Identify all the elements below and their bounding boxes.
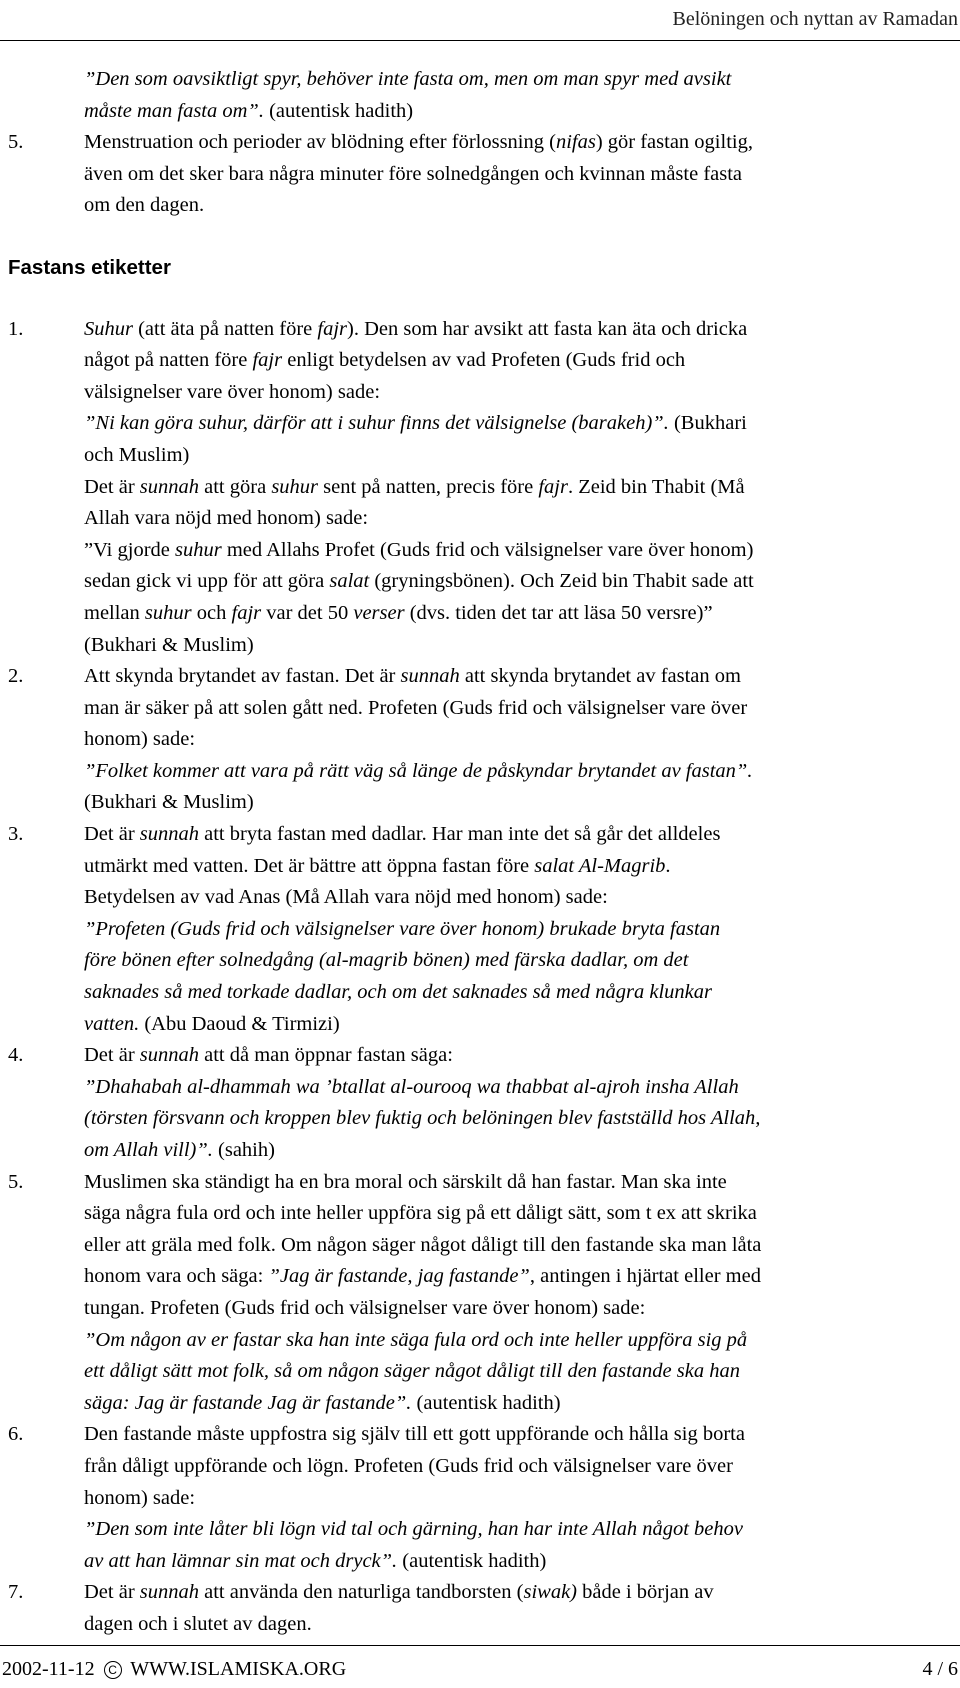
text-line — [84, 1198, 956, 1230]
italic-text: Suhur — [84, 317, 133, 340]
text-run: (sahih) — [212, 1139, 275, 1161]
list-item — [8, 819, 956, 1040]
text-run: (autentisk hadith) — [397, 1549, 547, 1572]
text-run: sent på natten, precis före — [318, 475, 539, 498]
text-run: enligt betydelsen av vad Profeten (Guds frid och — [282, 349, 686, 372]
text-run: något på natten före — [84, 349, 253, 372]
list-item-number: 2. — [8, 665, 24, 688]
list-item-number: 6. — [8, 1423, 24, 1446]
text-run: säga några fula ord och inte heller uppföra sig på ett dåligt sätt, som t ex att skrika — [84, 1202, 757, 1225]
text-run: Det är — [84, 1581, 140, 1604]
text-line — [84, 598, 956, 630]
italic-text: sunnah — [139, 475, 200, 498]
text-line — [84, 1388, 956, 1420]
text-run: Att skynda brytandet av fastan. Det är — [84, 665, 401, 688]
quote-paragraph — [8, 64, 956, 127]
text-line — [84, 377, 956, 409]
italic-text: ”Den som inte låter bli lögn vid tal och gärning, han har inte Allah något behov — [84, 1518, 743, 1541]
italic-text: saknades så med torkade dadlar, och om det saknades så med några klunkar — [84, 981, 713, 1004]
text-run: att använda den naturliga tandborsten ( — [199, 1581, 524, 1604]
text-run: (Bukhari & Muslim) — [84, 633, 254, 656]
text-run: Betydelsen av vad Anas (Må Allah vara nöjd med honom) sade: — [84, 886, 608, 909]
text-line — [84, 977, 956, 1009]
text-run: även om det sker bara några minuter före solnedgången och kvinnan måste fasta — [84, 162, 743, 185]
italic-text: suhur — [144, 601, 192, 624]
text-run: (Bukhari — [668, 412, 747, 435]
italic-text: ”Jag är fastande, jag fastande” — [268, 1265, 530, 1288]
text-run: (autentisk hadith) — [263, 99, 414, 122]
text-line — [84, 1514, 956, 1546]
text-run: Menstruation och perioder av blödning efter förlossning ( — [84, 131, 556, 154]
text-line — [84, 724, 956, 756]
text-run: Allah vara nöjd med honom) sade: — [84, 507, 369, 530]
text-line — [84, 535, 956, 567]
list-item — [8, 314, 956, 662]
text-line — [84, 787, 956, 819]
text-line — [84, 1483, 956, 1515]
text-run: (dvs. tiden det tar att läsa 50 versre)” — [404, 601, 713, 624]
italic-text: nifas — [555, 131, 596, 154]
text-run: (autentisk hadith) — [411, 1391, 561, 1414]
text-run: (Abu Daoud & Tirmizi) — [139, 1012, 340, 1035]
text-line — [84, 1293, 956, 1325]
text-run: sedan gick vi upp för att göra — [84, 570, 330, 593]
text-run: ). Den som har avsikt att fasta kan äta och dricka — [347, 317, 748, 340]
text-line — [84, 408, 956, 440]
text-line — [84, 1577, 956, 1609]
text-line — [84, 882, 956, 914]
italic-text: sunnah — [139, 823, 200, 846]
text-line — [84, 693, 956, 725]
list-item-number: 5. — [8, 1170, 24, 1193]
footer-left — [2, 1658, 346, 1681]
text-run: Den fastande måste uppfostra sig själv till ett gott uppförande och hålla sig borta — [84, 1423, 745, 1446]
section-heading: Fastans etiketter — [8, 255, 171, 279]
italic-text: ett dåligt sätt mot folk, så om någon säger något dåligt till den fastande ska han — [84, 1360, 740, 1383]
text-run: eller att gräla med folk. Om någon säger något dåligt till den fastande ska man låta — [84, 1233, 762, 1256]
italic-text: sunnah — [139, 1581, 200, 1604]
text-run: dagen och i slutet av dagen. — [84, 1612, 312, 1635]
text-run: med Allahs Profet (Guds frid och välsignelser vare över honom) — [221, 538, 754, 561]
document-body — [8, 64, 956, 1641]
text-run: om den dagen. — [84, 194, 205, 217]
text-line — [84, 661, 956, 693]
text-line — [84, 1451, 956, 1483]
text-run: tungan. Profeten (Guds frid och välsignelser vare över honom) sade: — [84, 1296, 646, 1319]
italic-text: ”Folket kommer att vara på rätt väg så länge de påskyndar brytandet av fastan”. — [84, 759, 753, 782]
italic-text: verser — [353, 601, 405, 624]
text-line — [84, 1356, 956, 1388]
italic-text: sunnah — [139, 1044, 200, 1067]
italic-text: siwak) — [523, 1581, 578, 1604]
italic-text: säga: Jag är fastande Jag är fastande”. — [84, 1391, 412, 1414]
page-header — [0, 0, 960, 41]
text-line — [84, 945, 956, 977]
text-line — [84, 190, 956, 222]
text-line — [84, 1609, 956, 1641]
text-line — [84, 96, 956, 128]
text-line — [84, 1261, 956, 1293]
italic-text: salat — [329, 570, 370, 593]
text-line — [84, 1325, 956, 1357]
list-item-number: 5. — [8, 131, 24, 154]
text-run: att då man öppnar fastan säga: — [199, 1044, 453, 1067]
italic-text: ”Dhahabah al-dhammah wa ’btallat al-ourooq wa thabbat al-ajroh insha Allah — [84, 1075, 739, 1098]
text-run: ) gör fastan ogiltig, — [595, 131, 753, 154]
text-line — [84, 345, 956, 377]
list-item — [8, 1167, 956, 1420]
text-run: Muslimen ska ständigt ha en bra moral och särskilt då han fastar. Man ska inte — [84, 1170, 727, 1193]
text-line — [84, 914, 956, 946]
text-run: Det är — [84, 823, 140, 846]
text-run: , antingen i hjärtat eller med — [529, 1265, 761, 1288]
list-item — [8, 127, 956, 222]
text-line — [84, 1167, 956, 1199]
list-item — [8, 1577, 956, 1640]
text-run: ”Vi gjorde — [84, 538, 175, 561]
italic-text: ”Den som oavsiktligt spyr, behöver inte fasta om, men om man spyr med avsikt — [84, 68, 732, 90]
list-item-number: 1. — [8, 317, 24, 340]
copyright-icon: C — [104, 1661, 122, 1679]
italic-text: salat Al-Magrib — [534, 854, 666, 877]
text-run: honom vara och säga: — [84, 1265, 269, 1288]
text-run: från dåligt uppförande och lögn. Profeten (Guds frid och välsignelser vare över — [84, 1454, 733, 1477]
text-line — [84, 1040, 956, 1072]
text-line — [84, 1546, 956, 1578]
text-line — [84, 1135, 956, 1167]
footer-site: WWW.ISLAMISKA.ORG — [130, 1658, 347, 1680]
text-run: mellan — [84, 601, 145, 624]
text-line — [84, 64, 956, 96]
text-line — [84, 851, 956, 883]
text-line — [84, 1103, 956, 1135]
text-line — [84, 756, 956, 788]
italic-text: fajr — [317, 317, 348, 340]
text-line — [84, 819, 956, 851]
text-run: att göra — [199, 475, 272, 498]
page-footer — [0, 1645, 960, 1688]
text-run: utmärkt med vatten. Det är bättre att öppna fastan före — [84, 854, 535, 877]
text-line — [84, 440, 956, 472]
text-line — [84, 630, 956, 662]
list-item-number: 7. — [8, 1581, 24, 1604]
list-item-number: 3. — [8, 823, 24, 846]
text-run: Det är — [84, 475, 140, 498]
italic-text: vatten. — [84, 1012, 140, 1035]
list-item — [8, 1419, 956, 1577]
header-title: Belöningen och nyttan av Ramadan — [672, 8, 958, 30]
text-line — [84, 472, 956, 504]
text-run: och Muslim) — [84, 443, 190, 466]
text-line — [84, 566, 956, 598]
text-line — [84, 314, 956, 346]
text-run: . — [665, 854, 671, 877]
italic-text: om Allah vill)”. — [84, 1139, 213, 1161]
text-run: och — [191, 601, 232, 624]
italic-text: fajr — [252, 349, 283, 372]
text-run: (att äta på natten före — [132, 317, 318, 340]
italic-text: sunnah — [400, 665, 460, 688]
text-line — [84, 1230, 956, 1262]
text-run: honom) sade: — [84, 1486, 196, 1509]
text-run: (Bukhari & Muslim) — [84, 791, 254, 814]
text-line — [84, 159, 956, 191]
italic-text: fajr — [538, 475, 568, 498]
text-line — [84, 127, 956, 159]
text-line — [84, 503, 956, 535]
text-run: både i början av — [577, 1581, 714, 1604]
text-run: att skynda brytandet av fastan om — [459, 665, 741, 688]
italic-text: fajr — [231, 601, 262, 624]
text-run: honom) sade: — [84, 728, 196, 751]
italic-text: före bönen efter solnedgång (al-magrib bönen) med färska dadlar, om det — [84, 949, 689, 972]
italic-text: suhur — [175, 538, 222, 561]
italic-text: ”Om någon av er fastar ska han inte säga fula ord och inte heller uppföra sig på — [84, 1328, 748, 1351]
italic-text: ”Profeten (Guds frid och välsignelser vare över honom) brukade bryta fastan — [84, 917, 721, 940]
italic-text: suhur — [271, 475, 319, 498]
text-line — [84, 1072, 956, 1104]
text-line — [84, 1419, 956, 1451]
text-run: man är säker på att solen gått ned. Profeten (Guds frid och välsignelser vare över — [84, 696, 748, 719]
text-run: . Zeid bin Thabit (Må — [567, 475, 745, 498]
italic-text: ”Ni kan göra suhur, därför att i suhur finns det välsignelse (barakeh)”. — [84, 412, 669, 435]
list-item — [8, 661, 956, 819]
italic-text: måste man fasta om”. — [84, 99, 264, 122]
list-item — [8, 1040, 956, 1166]
footer-date: 2002-11-12 — [2, 1658, 95, 1680]
text-run: var det 50 — [261, 601, 354, 624]
text-run: Det är — [84, 1044, 140, 1067]
text-run: (gryningsbönen). Och Zeid bin Thabit sade att — [369, 570, 754, 593]
text-run: att bryta fastan med dadlar. Har man inte det så går det alldeles — [199, 823, 721, 846]
text-run: välsignelser vare över honom) sade: — [84, 380, 381, 403]
text-line — [84, 1009, 956, 1041]
footer-page-number: 4 / 6 — [922, 1658, 958, 1680]
italic-text: av att han lämnar sin mat och dryck”. — [84, 1549, 398, 1572]
list-item-number: 4. — [8, 1044, 24, 1067]
italic-text: (törsten försvann och kroppen blev fuktig och belöningen blev fastställd hos Allah, — [84, 1107, 761, 1130]
